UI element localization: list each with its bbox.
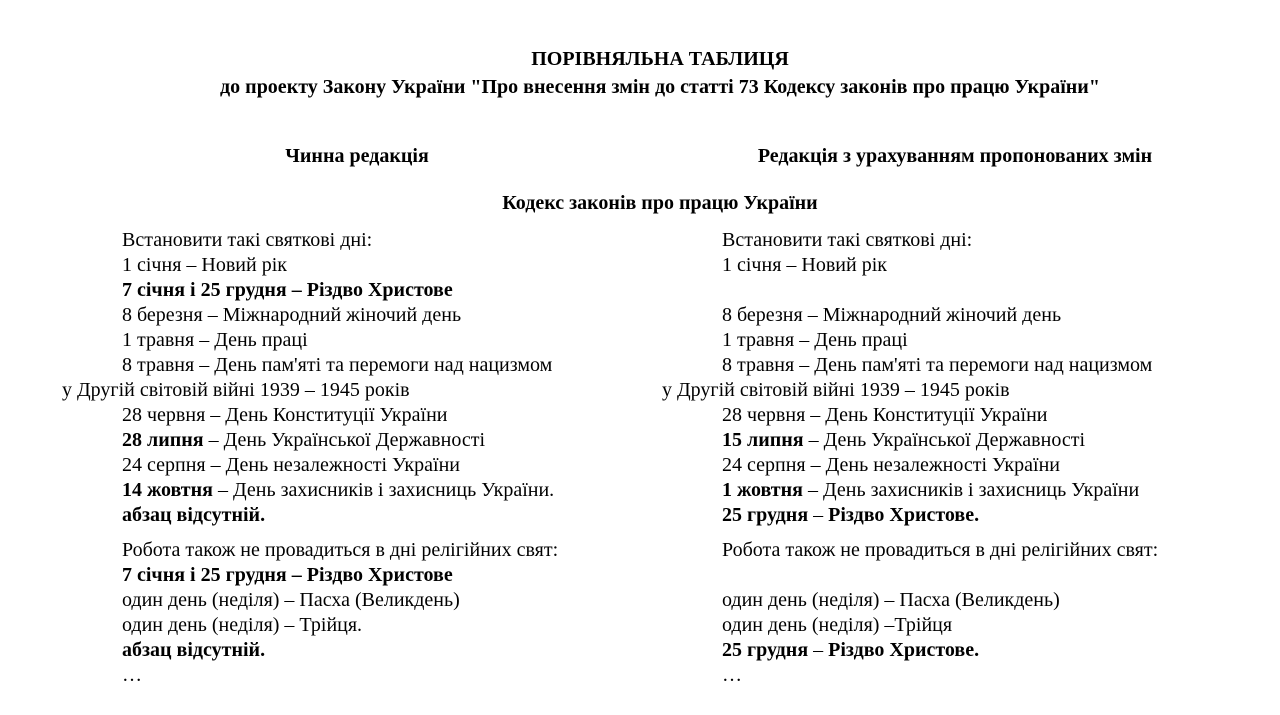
text-line: 7 січня і 25 грудня – Різдво Христове [122,564,453,586]
text-line: Робота також не провадиться в дні релігійних свят: [122,539,559,561]
text-line: абзац відсутній. [122,639,266,661]
text-line: Робота також не провадиться в дні релігійних свят: [722,539,1159,561]
text-line: 8 травня – День пам'яті та перемоги над нацизмом [722,354,1153,376]
document-title: ПОРІВНЯЛЬНА ТАБЛИЦЯ [531,48,789,70]
text-line: 15 липня – День Української Державності [722,429,1086,451]
text-line: один день (неділя) – Пасха (Великдень) [122,589,460,611]
text-line: 1 травня – День праці [122,329,308,351]
text-line: один день (неділя) – Трійця. [122,614,363,636]
blank-line [662,278,1252,303]
text-line: 28 червня – День Конституції України [722,404,1048,426]
text-line: 28 липня – День Української Державності [122,429,486,451]
document-subtitle: до проекту Закону України "Про внесення змін до статті 73 Кодексу законів про працю України" [220,76,1100,98]
column-proposed-version [662,228,1252,688]
text-line: 24 серпня – День незалежності України [122,454,460,476]
column-header-proposed-version: Редакція з урахуванням пропонованих змін [757,145,1153,167]
text-line: абзац відсутній. [122,504,266,526]
text-line: у Другій світовій війні 1939 – 1945 років [62,379,410,401]
text-line: 14 жовтня – День захисників і захисниць України. [122,479,555,501]
text-line: один день (неділя) – Пасха (Великдень) [722,589,1060,611]
text-line: 1 жовтня – День захисників і захисниць України [722,479,1140,501]
column-header-current-version: Чинна редакція [285,145,429,167]
text-line: 1 січня – Новий рік [722,254,887,276]
text-line: 7 січня і 25 грудня – Різдво Христове [122,279,453,301]
text-line: 28 червня – День Конституції України [122,404,448,426]
text-line: … [122,664,142,686]
text-line: … [722,664,742,686]
text-line: Встановити такі святкові дні: [122,229,373,251]
blank-line [662,563,1252,588]
text-line: 8 травня – День пам'яті та перемоги над нацизмом [122,354,553,376]
text-line: 25 грудня – Різдво Христове. [722,504,980,526]
text-line: 1 січня – Новий рік [122,254,287,276]
text-line: у Другій світовій війні 1939 – 1945 років [662,379,1010,401]
column-current-version [62,228,654,688]
text-line: 25 грудня – Різдво Христове. [722,639,980,661]
text-line: 8 березня – Міжнародний жіночий день [722,304,1062,326]
text-line: 1 травня – День праці [722,329,908,351]
section-header-labor-code: Кодекс законів про працю України [502,192,818,214]
text-line: Встановити такі святкові дні: [722,229,973,251]
text-line: один день (неділя) –Трійця [722,614,953,636]
text-line: 24 серпня – День незалежності України [722,454,1060,476]
text-line: 8 березня – Міжнародний жіночий день [122,304,462,326]
